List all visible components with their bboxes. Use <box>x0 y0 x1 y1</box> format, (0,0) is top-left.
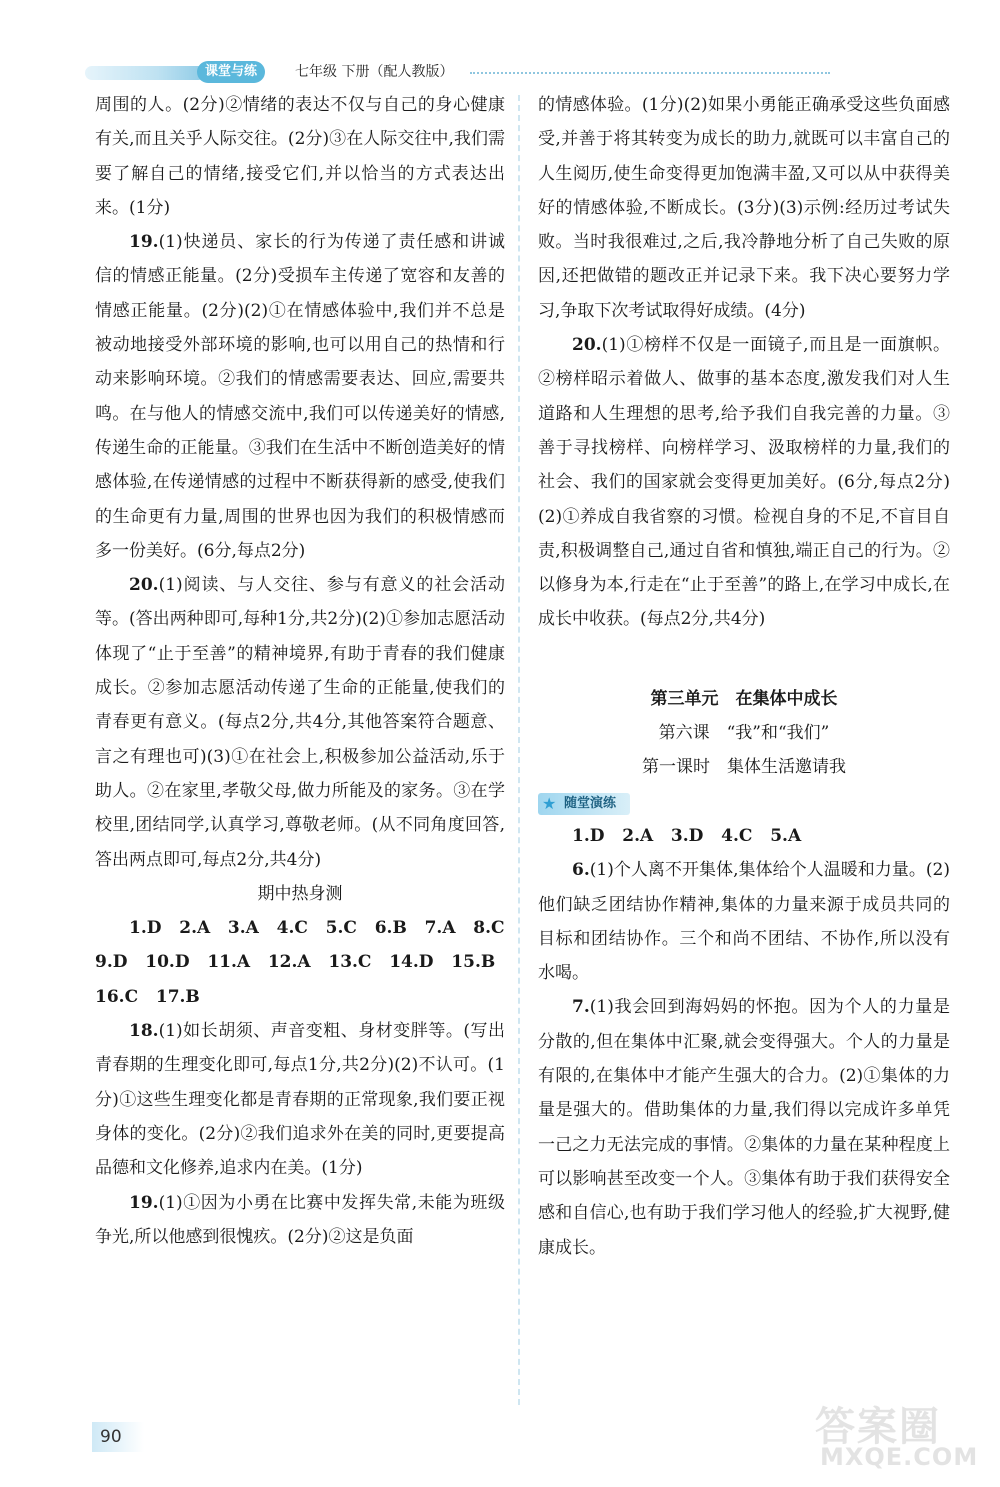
answer-text: (1)如长胡须、声音变粗、身材变胖等。(写出青春期的生理变化即可,每点1分,共2分)(2)不认可。(1分)①这些生理变化都是青春期的正常现象,我们要正视身体的变化。(2分)②我们追求外在美的同时,更要提高品德和文化修养,追求内在美。(1分) <box>95 1021 505 1179</box>
choice-answers-row: 1.D 2.A 3.D 4.C 5.A <box>572 825 802 846</box>
lesson-title: 第六课 “我”和“我们” <box>658 723 830 744</box>
watermark-text: 答案圈 <box>815 1404 941 1450</box>
choice-answers-row-1: 1.D 2.A 3.A 4.C 5.C 6.B 7.A 8.C <box>129 918 505 939</box>
choice-answers-row-2: 9.D 10.D 11.A 12.A 13.C 14.D 15.B <box>95 952 496 973</box>
answer-text: (1)我会回到海妈妈的怀抱。因为个人的力量是分散的,但在集体中汇聚,就会变得强大。个人的力量是有限的,在集体中才能产生强大的合力。(2)①集体的力量是强大的。借助集体的力量,我们得以完成许多单凭一己之力无法完成的事情。②集体的力量在某种程度上可以影响甚至改变一个人。③集体有助于我们获得安全感和自信心,也有助于我们学习他人的经验,扩大视野,健康成长。 <box>538 997 950 1258</box>
continued-answer: 的情感体验。(1分)(2)如果小勇能正确承受这些负面感受,并善于将其转变为成长的助力,就既可以丰富自己的人生阅历,使生命变得更加饱满丰盈,又可以从中获得美好的情感体验,不断成长。(3分)(3)示例:经历过考试失败。当时我很难过,之后,我冷静地分析了自己失败的原因,还把做错的题改正并记录下来。我下决心要努力学习,争取下次考试取得好成绩。(4分) <box>538 95 950 321</box>
section-tag-label: 随堂演练 <box>564 795 617 811</box>
header-decoration <box>85 66 205 80</box>
continued-answer: 周围的人。(2分)②情绪的表达不仅与自己的身心健康有关,而且关乎人际交往。(2分)③在人际交往中,我们需要了解自己的情绪,接受它们,并以恰当的方式表达出来。(1分) <box>95 95 505 218</box>
answer-text: (1)个人离不开集体,集体给个人温暖和力量。(2)他们缺乏团结协作精神,集体的力量来源于成员共同的目标和团结协作。三个和尚不团结、不协作,所以没有水喝。 <box>538 860 950 984</box>
header-dotted-line <box>470 72 830 74</box>
left-column <box>95 88 505 1254</box>
page-number: 90 <box>92 1422 144 1452</box>
question-number: 18. <box>129 1021 159 1042</box>
section-tag <box>538 793 630 815</box>
answer-20 <box>538 328 950 637</box>
series-logo: 课堂与练 <box>197 61 265 83</box>
answer-19b <box>95 1186 505 1255</box>
question-number: 6. <box>572 860 590 881</box>
answer-6 <box>538 853 950 990</box>
book-info: 七年级 下册（配人教版） <box>295 64 454 80</box>
unit-title: 第三单元 在集体中成长 <box>650 688 838 709</box>
answer-text: (1)①因为小勇在比赛中发挥失常,未能为班级争光,所以他感到很愧疚。(2分)②这是负面 <box>95 1192 505 1247</box>
question-number: 7. <box>572 997 590 1018</box>
running-header <box>85 60 845 86</box>
watermark-logo <box>800 1395 980 1475</box>
period-title: 第一课时 集体生活邀请我 <box>642 757 846 778</box>
answer-7 <box>538 990 950 1264</box>
question-number: 19. <box>129 1192 159 1213</box>
answer-text: (1)①榜样不仅是一面镜子,而且是一面旗帜。②榜样昭示着做人、做事的基本态度,激发我们对人生道路和人生理想的思考,给予我们自我完善的力量。③善于寻找榜样、向榜样学习、汲取榜样的力量,我们的社会、我们的国家就会变得更加美好。(6分,每点2分)(2)①养成自我省察的习惯。检视自身的不足,不盲目自责,积极调整自己,通过自省和慎独,端正自己的行为。②以修身为本,行走在“止于至善”的路上,在学习中成长,在成长中收获。(每点2分,共4分) <box>538 335 950 630</box>
midterm-title: 期中热身测 <box>257 883 343 904</box>
answer-19 <box>95 225 505 568</box>
right-column <box>538 88 950 1265</box>
question-number: 19. <box>129 232 159 253</box>
question-number: 20. <box>129 575 159 596</box>
question-number: 20. <box>572 335 602 356</box>
choice-answers-row-3: 16.C 17.B <box>95 986 200 1007</box>
star-icon: ★ <box>542 793 557 813</box>
answer-20 <box>95 568 505 877</box>
watermark-url: MXQE.COM <box>820 1443 979 1471</box>
column-divider <box>518 95 520 1405</box>
answer-text: (1)快递员、家长的行为传递了责任感和讲诚信的情感正能量。(2分)受损车主传递了宽容和友善的情感正能量。(2分)(2)①在情感体验中,我们并不总是被动地接受外部环境的影响,也可以用自己的热情和行动来影响环境。②我们的情感需要表达、回应,需要共鸣。在与他人的情感交流中,我们可以传递美好的情感,传递生命的正能量。③我们在生活中不断创造美好的情感体验,在传递情感的过程中不断获得新的感受,使我们的生命更有力量,周围的世界也因为我们的积极情感而多一份美好。(6分,每点2分) <box>95 232 505 561</box>
answer-18 <box>95 1014 505 1185</box>
answer-text: (1)阅读、与人交往、参与有意义的社会活动等。(答出两种即可,每种1分,共2分)(2)①参加志愿活动体现了“止于至善”的精神境界,有助于青春的我们健康成长。②参加志愿活动传递了生命的正能量,使我们的青春更有意义。(每点2分,共4分,其他答案符合题意、言之有理也可)(3)①在社会上,积极参加公益活动,乐于助人。②在家里,孝敬父母,做力所能及的家务。③在学校里,团结同学,认真学习,尊敬老师。(从不同角度回答,答出两点即可,每点2分,共4分) <box>95 575 505 870</box>
